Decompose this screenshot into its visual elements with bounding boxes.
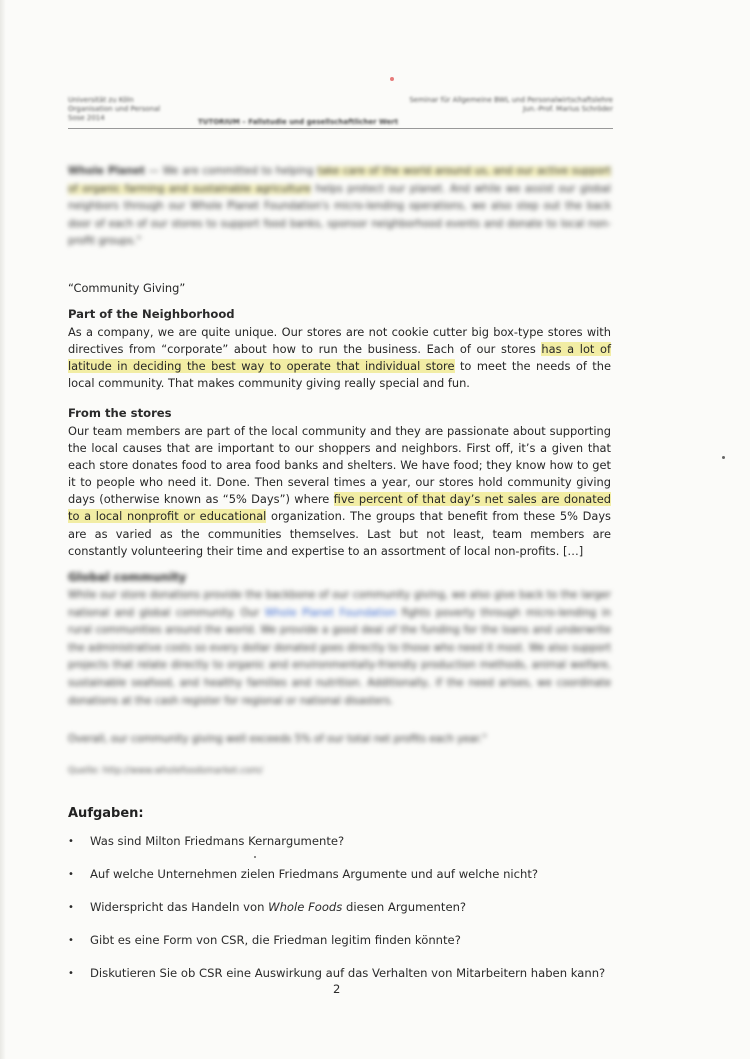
global-heading: Global community [68, 570, 187, 584]
bullet-icon: • [68, 836, 74, 847]
stores-heading: From the stores [68, 406, 172, 420]
tasks-heading: Aufgaben: [68, 806, 144, 821]
intro-paragraph: Whole Planet — We are committed to helping take care of the world around us, and our active support of organic farming and sustainable agriculture helps protect our planet. And while we assist our global neighbors through our Whole Planet Foundation's micro-lending operations, we also step out the back door of each of our stores to support food banks, sponsor neighborhood events and donate to local non-profit groups." [68, 166, 611, 248]
whole-planet-foundation-link[interactable]: Whole Planet Foundation [264, 607, 397, 619]
page-number: 2 [333, 982, 341, 996]
bullet-icon: • [68, 935, 74, 946]
bullet-icon: • [68, 902, 74, 913]
header-title: TUTORIUM – Fallstudie und gesellschaftlicher Wert [198, 118, 399, 126]
stores-highlight: five percent of that day’s net sales are donated to a local nonprofit or educational [68, 492, 611, 524]
source-line: Quelle: http://www.wholefoodsmarket.com/ [68, 766, 263, 776]
task-item: • Was sind Milton Friedmans Kernargumente? [68, 834, 345, 848]
intro-highlight: take care of the world around us, and our active support of organic farming and sustainable agriculture [68, 166, 611, 195]
intro-lead: Whole Planet [68, 166, 145, 177]
neighborhood-highlight: has a lot of latitude in deciding the best way to operate that individual store [68, 342, 611, 374]
task-item: • Gibt es eine Form von CSR, die Friedman legitim finden könnte? [68, 933, 461, 947]
bullet-icon: • [68, 869, 74, 880]
stores-paragraph: Our team members are part of the local community and they are passionate about supporting the local causes that are important to our shoppers and neighbors. First off, it’s a given that each store donates food to area food banks and shelters. We have food; they know how to get it to people who need it. Done. Then several times a year, our stores hold community giving days (otherwise known as “5% Days”) where five percent of that day’s net sales are donated to a local nonprofit or educational organization. The groups that benefit from these 5% Days are as varied as the communities themselves. Last but not least, team members are constantly volunteering their time and expertise to an assortment of local non-profits. […] [68, 424, 611, 558]
task-item: • Auf welche Unternehmen zielen Friedmans Argumente und auf welche nicht? [68, 867, 539, 881]
scan-mark [390, 77, 394, 81]
community-giving-title: “Community Giving” [68, 281, 186, 295]
task-item: • Diskutieren Sie ob CSR eine Auswirkung auf das Verhalten von Mitarbeitern haben kann? [68, 966, 606, 980]
task-emphasis: Whole Foods [268, 900, 343, 914]
header-chair: Seminar für Allgemeine BWL und Personalwirtschaftslehre Jun.-Prof. Marius Schröder [409, 96, 613, 113]
task-item: • Widerspricht das Handeln von Whole Foods diesen Argumenten? [68, 900, 467, 914]
header-divider [68, 128, 613, 129]
document-header [68, 96, 613, 132]
bullet-icon: • [68, 968, 74, 979]
scan-speck [722, 456, 725, 459]
header-institution: Universität zu Köln Organisation und Personal Sose 2014 [68, 96, 161, 122]
neighborhood-heading: Part of the Neighborhood [68, 307, 235, 321]
global-paragraph: While our store donations provide the backbone of our community giving, we also give back to the larger national and global community. Our Whole Planet Foundation fights poverty through micro-lending in rural communities around the world. We provide a good deal of the funding for the loans and underwrite the administrative costs so every dollar donated goes directly to those who need it most. We also support projects that relate directly to organic and environmentally-friendly production methods, animal welfare, sustainable seafood, and healthy families and nutrition. Additionally, if the need arises, we coordinate donations at the cash register for regional or national disasters. [68, 590, 611, 707]
tasks-list [68, 834, 628, 999]
neighborhood-paragraph: As a company, we are quite unique. Our stores are not cookie cutter big box-type stores with directives from “corporate” about how to run the business. Each of our stores has a lot of latitude in deciding the best way to operate that individual store to meet the needs of the local community. That makes community giving really special and fun. [68, 325, 611, 391]
overall-statement: Overall, our community giving well exceeds 5% of our total net profits each year." [68, 734, 487, 745]
scan-page-edge [0, 0, 6, 1059]
